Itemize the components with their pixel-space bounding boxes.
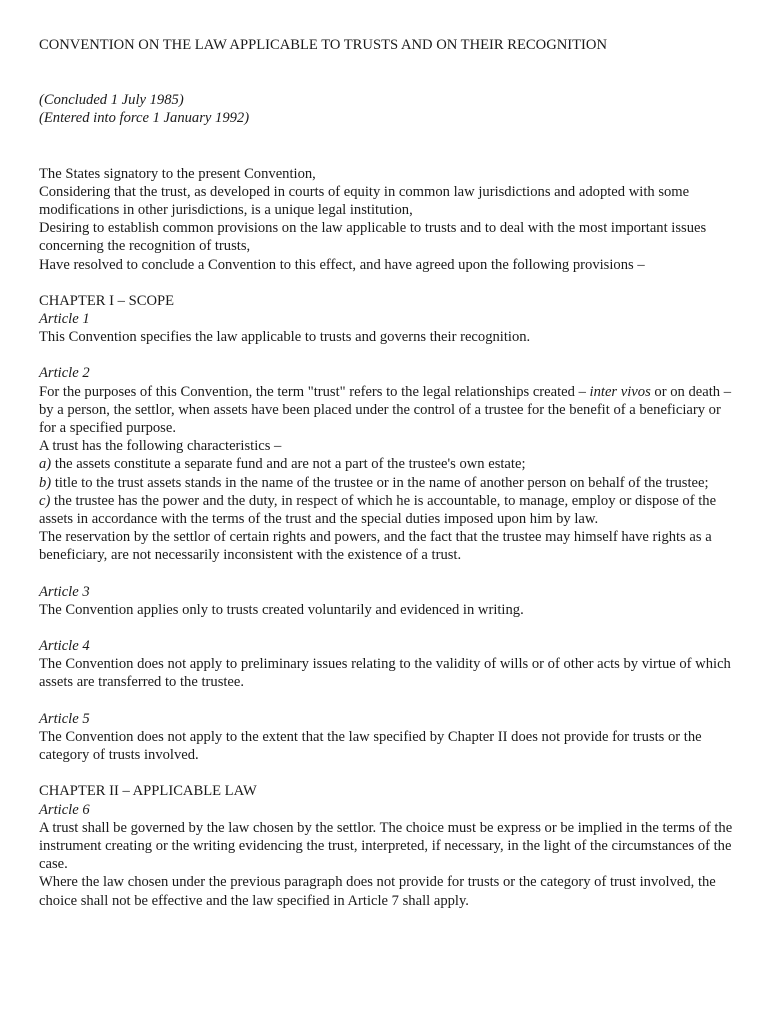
- article-heading: Article 5: [39, 710, 90, 727]
- item-label: a): [39, 456, 52, 473]
- article-5: [39, 710, 739, 765]
- article-text: The Convention does not apply to preliminary issues relating to the validity of wills or of other acts by virtue of which assets are transferred to the trustee.: [39, 656, 731, 691]
- item-text: the trustee has the power and the duty, in respect of which he is accountable, to manage, employ or dispose of the assets in accordance with the terms of the trust and the special duties imposed upon him by law.: [39, 492, 717, 528]
- item-text: title to the trust assets stands in the name of the trustee or in the name of another person on behalf of the trustee;: [51, 474, 709, 491]
- preamble-paragraph: The States signatory to the present Convention,: [39, 165, 316, 182]
- article-3: [39, 583, 739, 619]
- article-text-segment: or on death – by a person, the settlor, when assets have been placed under the control of a trustee for the benefit of a beneficiary or for a specified purpose.: [39, 383, 731, 437]
- chapter-1: [39, 292, 739, 347]
- article-heading: Article 6: [39, 801, 90, 818]
- article-heading: Article 1: [39, 311, 90, 328]
- article-paragraph: A trust shall be governed by the law chosen by the settlor. The choice must be express or be implied in the terms of the instrument creating or the writing evidencing the trust, interpreted, if necessary, in the light of the circumstances of the case.: [39, 819, 733, 873]
- article-text-segment: For the purposes of this Convention, the term "trust" refers to the legal relationships created –: [39, 383, 590, 400]
- characteristic-item: [39, 455, 739, 473]
- item-text: the assets constitute a separate fund and are not a part of the trustee's own estate;: [51, 456, 526, 473]
- article-paragraph: Where the law chosen under the previous paragraph does not provide for trusts or the category of trust involved, the choice shall not be effective and the law specified in Article 7 shall apply.: [39, 874, 716, 909]
- preamble-paragraph: Have resolved to conclude a Convention to this effect, and have agreed upon the following provisions –: [39, 256, 645, 273]
- characteristic-item: [39, 474, 739, 492]
- item-label: c): [39, 492, 51, 509]
- item-label: b): [39, 474, 52, 491]
- article-paragraph: The reservation by the settlor of certain rights and powers, and the fact that the trustee may himself have rights as a beneficiary, are not necessarily inconsistent with the existence of a trust.: [39, 529, 712, 564]
- document-page: [39, 36, 739, 910]
- article-heading: Article 4: [39, 638, 90, 655]
- document-title: CONVENTION ON THE LAW APPLICABLE TO TRUSTS AND ON THEIR RECOGNITION: [39, 37, 607, 53]
- preamble-paragraph: Considering that the trust, as developed in courts of equity in common law jurisdictions and adopted with some modifications in other jurisdictions, is a unique legal institution,: [39, 183, 690, 219]
- article-heading: Article 2: [39, 365, 90, 382]
- article-text: The Convention does not apply to the extent that the law specified by Chapter II does not provide for trusts or the category of trusts involved.: [39, 728, 702, 764]
- chapter-heading: CHAPTER II – APPLICABLE LAW: [39, 783, 257, 800]
- article-paragraph: [39, 383, 739, 438]
- preamble: [39, 165, 739, 274]
- chapter-heading: CHAPTER I – SCOPE: [39, 292, 175, 309]
- article-2: [39, 364, 739, 564]
- chapter-2: [39, 782, 739, 909]
- article-text: This Convention specifies the law applicable to trusts and governs their recognition.: [39, 329, 531, 346]
- article-text: The Convention applies only to trusts created voluntarily and evidenced in writing.: [39, 601, 524, 618]
- article-4: [39, 637, 739, 692]
- concluded-date: (Concluded 1 July 1985): [39, 92, 184, 109]
- entry-into-force-date: (Entered into force 1 January 1992): [39, 110, 250, 127]
- article-paragraph: A trust has the following characteristics –: [39, 438, 282, 455]
- preamble-paragraph: Desiring to establish common provisions on the law applicable to trusts and to deal with the most important issues concerning the recognition of trusts,: [39, 220, 707, 255]
- convention-dates: [39, 91, 739, 127]
- article-heading: Article 3: [39, 583, 90, 600]
- characteristic-item: [39, 492, 739, 528]
- article-italic-term: inter vivos: [589, 383, 651, 400]
